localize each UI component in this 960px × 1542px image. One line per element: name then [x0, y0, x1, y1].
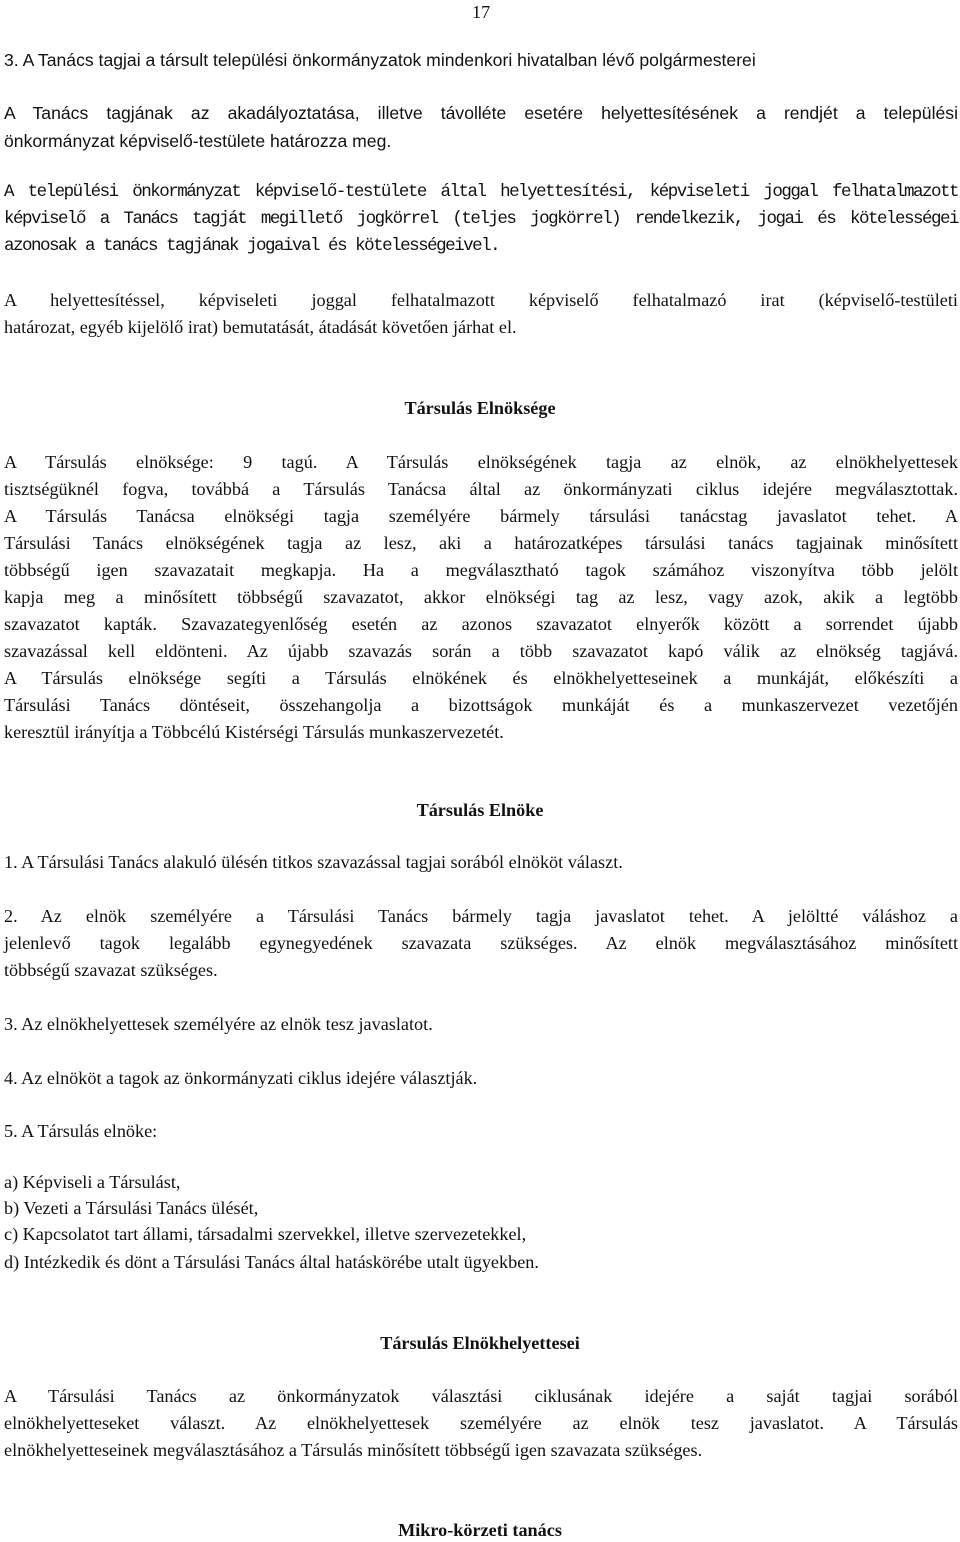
list-item: a) Képviseli a Társulást, [4, 1172, 181, 1192]
text-line: Társulási Tanács döntéseit, összehangolja a bizottságok munkáját és a munkaszervezet vezetőjén [4, 695, 958, 715]
text-line: keresztül irányítja a Többcélú Kistérségi Társulás munkaszervezetét. [4, 722, 504, 742]
text-line: elnökhelyetteseket választ. Az elnökhelyettesek személyére az elnök tesz javaslatot. A Társulás [4, 1413, 958, 1433]
section-heading: Társulás Elnöke [416, 800, 544, 820]
list-item: c) Kapcsolatot tart állami, társadalmi szervekkel, illetve szervezetekkel, [4, 1224, 527, 1244]
text-line: 4. Az elnököt a tagok az önkormányzati ciklus idejére választják. [4, 1068, 478, 1088]
text-line: 5. A Társulás elnöke: [4, 1121, 158, 1141]
text-line: kapja meg a minősített többségű szavazatot, akkor elnökségi tag az lesz, vagy azok, akik a legtöbb [4, 587, 958, 607]
list-item: b) Vezeti a Társulási Tanács ülését, [4, 1198, 259, 1218]
text-line: 3. A Tanács tagjai a társult települési önkormányzatok mindenkori hivatalban lévő polgármesterei [4, 50, 756, 70]
text-line: 2. Az elnök személyére a Társulási Tanács bármely tagja javaslatot tehet. A jelöltté váláshoz a [4, 906, 958, 926]
section-heading: Mikro-körzeti tanács [398, 1520, 562, 1540]
text-line: A települési önkormányzat képviselő-testülete által helyettesítési, képviseleti joggal felhatalmazott [4, 182, 958, 202]
text-line: elnökhelyetteseinek megválasztásához a Társulás minősített többségű igen szavazata szükséges. [4, 1440, 703, 1460]
text-line: A helyettesítéssel, képviseleti joggal felhatalmazott képviselő felhatalmazó irat (képviselő-testületi [4, 290, 958, 310]
text-line: jelenlevő tagok legalább egynegyedének szavazata szükséges. Az elnök megválasztásához minősített [4, 933, 958, 953]
text-line: 1. A Társulási Tanács alakuló ülésén titkos szavazással tagjai sorából elnököt választ. [4, 852, 623, 872]
text-line: tisztségüknél fogva, továbbá a Társulás Tanácsa által az önkormányzati ciklus idejére megválasztottak. [4, 479, 958, 499]
text-line: szavazatot kapták. Szavazategyenlőség esetén az azonos szavazatot elnyerők között a sorrendet újabb [4, 614, 958, 634]
text-line: önkormányzat képviselő-testülete határozza meg. [4, 131, 392, 151]
text-line: többségű szavazat szükséges. [4, 960, 218, 980]
text-line: többségű igen szavazatait megkapja. Ha a megválasztható tagok számához viszonyítva több jelölt [4, 560, 958, 580]
text-line: 3. Az elnökhelyettesek személyére az elnök tesz javaslatot. [4, 1014, 433, 1034]
page-number: 17 [472, 2, 491, 22]
text-line: A Tanács tagjának az akadályoztatása, illetve távolléte esetére helyettesítésének a rendjét a települési [4, 103, 958, 123]
section-heading: Társulás Elnöksége [404, 398, 556, 418]
text-line: A Társulás elnöksége segíti a Társulás elnökének és elnökhelyetteseinek a munkáját, előkészíti a [4, 668, 958, 688]
text-line: A Társulás elnöksége: 9 tagú. A Társulás elnökségének tagja az elnök, az elnökhelyettesek [4, 452, 958, 472]
text-line: Társulási Tanács elnökségének tagja az lesz, aki a határozatképes társulási tanács tagjainak minősített [4, 533, 958, 553]
section-heading: Társulás Elnökhelyettesei [380, 1333, 580, 1353]
text-line: határozat, egyéb kijelölő irat) bemutatását, átadását követően járhat el. [4, 317, 517, 337]
text-line: azonosak a tanács tagjának jogaival és kötelességeivel. [4, 236, 500, 256]
list-item: d) Intézkedik és dönt a Társulási Tanács által hatáskörébe utalt ügyekben. [4, 1252, 539, 1272]
text-line: szavazással kell eldönteni. Az újabb szavazás során a több szavazatot kapó válik az elnökség tagjává. [4, 641, 958, 661]
text-line: A Társulás Tanácsa elnökségi tagja személyére bármely társulási tanácstag javaslatot tehet. A [4, 506, 958, 526]
text-line: képviselő a Tanács tagját megillető jogkörrel (teljes jogkörrel) rendelkezik, jogai és kötelességei [4, 209, 958, 229]
text-line: A Társulási Tanács az önkormányzatok választási ciklusának idejére a saját tagjai sorából [4, 1386, 958, 1406]
